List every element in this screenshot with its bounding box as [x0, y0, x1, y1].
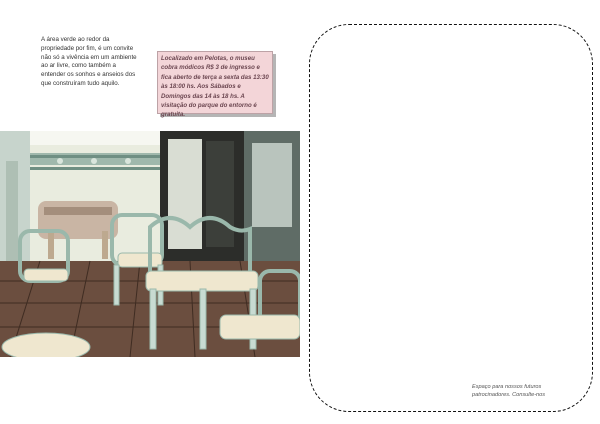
museum-info-box [157, 51, 273, 119]
sponsor-ad-text: Espaço para nossos futuros patrocinadores. Consulte-nos [472, 384, 546, 398]
intro-paragraph: A área verde ao redor da propriedade por fim, é um convite não só a vivência em um ambiente ao ar livre, como também a entender os sonhos e anseios dos que construíram tudo aquilo. [41, 36, 137, 87]
museum-info-text: Localizado em Pelotas, o museu cobra módicos R$ 3 de ingresso e fica aberto de terça a sexta das 13:30 às 18:00 hs. Aos Sábados e Domingos das 14 às 18 hs. A visitação do parque do entorno é gratuita. [161, 55, 269, 119]
sponsor-ad-space[interactable] [309, 24, 593, 412]
museum-interior-illustration [0, 131, 300, 357]
museum-interior-photo [0, 131, 300, 357]
